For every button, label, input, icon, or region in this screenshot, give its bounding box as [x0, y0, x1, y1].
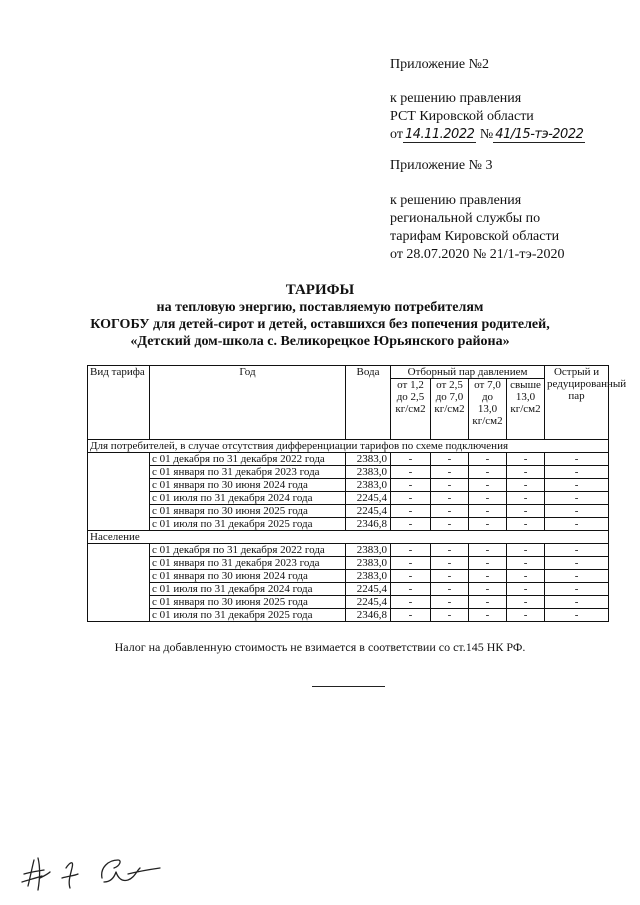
header-period: Год	[150, 366, 346, 440]
header-water: Вода	[346, 366, 391, 440]
p4-cell: -	[507, 479, 545, 492]
period-cell: с 01 июля по 31 декабря 2024 года	[150, 492, 346, 505]
vat-footnote: Налог на добавленную стоимость не взимается в соответствии со ст.145 НК РФ.	[114, 640, 526, 654]
header-p1: от 1,2 до 2,5 кг/см2	[391, 379, 431, 440]
p2-cell: -	[431, 583, 469, 596]
table-row	[88, 609, 609, 622]
p3-cell: -	[469, 609, 507, 622]
p1-cell: -	[391, 544, 431, 557]
heading-line1: на тепловую энергию, поставляемую потребителям	[156, 300, 484, 315]
group-label-row	[88, 531, 609, 544]
p4-cell: -	[507, 557, 545, 570]
sharp-cell: -	[545, 466, 609, 479]
sharp-cell: -	[545, 453, 609, 466]
p3-cell: -	[469, 479, 507, 492]
period-cell: с 01 января по 31 декабря 2023 года	[150, 466, 346, 479]
p1-cell: -	[391, 609, 431, 622]
p2-cell: -	[431, 557, 469, 570]
heading-line3: «Детский дом-школа с. Великорецкое Юрьянского района»	[130, 334, 510, 349]
period-cell: с 01 января по 31 декабря 2023 года	[150, 557, 346, 570]
number-label: №	[479, 127, 494, 142]
p4-cell: -	[507, 505, 545, 518]
table-row	[88, 466, 609, 479]
p4-cell: -	[507, 466, 545, 479]
p3-cell: -	[469, 583, 507, 596]
p2-cell: -	[431, 492, 469, 505]
heading-line2: КОГОБУ для детей-сирот и детей, оставшихся без попечения родителей,	[90, 317, 550, 332]
table-row	[88, 518, 609, 531]
p3-cell: -	[469, 453, 507, 466]
p3-cell: -	[469, 518, 507, 531]
p3-cell: -	[469, 505, 507, 518]
sharp-cell: -	[545, 505, 609, 518]
period-cell: с 01 июля по 31 декабря 2025 года	[150, 609, 346, 622]
period-cell: с 01 декабря по 31 декабря 2022 года	[150, 544, 346, 557]
appendix2-title: Приложение №2	[390, 57, 489, 72]
period-cell: с 01 июля по 31 декабря 2024 года	[150, 583, 346, 596]
p4-cell: -	[507, 453, 545, 466]
tariff-table	[87, 365, 627, 622]
p4-cell: -	[507, 492, 545, 505]
p1-cell: -	[391, 557, 431, 570]
appendix3-title: Приложение № 3	[390, 158, 493, 173]
period-cell: с 01 января по 30 июня 2025 года	[150, 596, 346, 609]
p3-cell: -	[469, 570, 507, 583]
appendix3-line3: тарифам Кировской области	[390, 229, 560, 244]
header-p3: от 7,0 до 13,0 кг/см2	[469, 379, 507, 440]
p1-cell: -	[391, 479, 431, 492]
appendix2-line2: РСТ Кировской области	[390, 109, 534, 124]
period-cell: с 01 января по 30 июня 2024 года	[150, 570, 346, 583]
from-label: от	[390, 127, 403, 142]
water-cell: 2383,0	[346, 544, 391, 557]
water-cell: 2383,0	[346, 479, 391, 492]
water-cell: 2245,4	[346, 596, 391, 609]
table-row	[88, 479, 609, 492]
table-row	[88, 570, 609, 583]
sharp-cell: -	[545, 596, 609, 609]
p3-cell: -	[469, 492, 507, 505]
appendix3-line4: от 28.07.2020 № 21/1-тэ-2020	[390, 247, 565, 262]
period-cell: с 01 января по 30 июня 2024 года	[150, 479, 346, 492]
p2-cell: -	[431, 544, 469, 557]
appendix3-line2: региональной службы по	[390, 211, 541, 226]
header-sharp-steam: Острый и редуцированный пар	[545, 366, 609, 440]
water-cell: 2346,8	[346, 518, 391, 531]
table-row	[88, 544, 609, 557]
appendix2-decision-ref	[390, 127, 585, 143]
header-p2: от 2,5 до 7,0 кг/см2	[431, 379, 469, 440]
p1-cell: -	[391, 570, 431, 583]
p3-cell: -	[469, 557, 507, 570]
p2-cell: -	[431, 596, 469, 609]
table-row	[88, 583, 609, 596]
water-cell: 2383,0	[346, 557, 391, 570]
p2-cell: -	[431, 518, 469, 531]
divider-line	[312, 686, 385, 687]
handwritten-date: 14.11.2022	[404, 127, 475, 142]
p4-cell: -	[507, 518, 545, 531]
group-label-row	[88, 440, 609, 453]
sharp-cell: -	[545, 492, 609, 505]
period-cell: с 01 декабря по 31 декабря 2022 года	[150, 453, 346, 466]
p4-cell: -	[507, 583, 545, 596]
period-cell: с 01 января по 30 июня 2025 года	[150, 505, 346, 518]
sharp-cell: -	[545, 583, 609, 596]
appendix2-line1: к решению правления	[390, 91, 522, 106]
p4-cell: -	[507, 596, 545, 609]
sharp-cell: -	[545, 479, 609, 492]
p1-cell: -	[391, 453, 431, 466]
table-row	[88, 505, 609, 518]
table-row	[88, 453, 609, 466]
p2-cell: -	[431, 505, 469, 518]
p1-cell: -	[391, 505, 431, 518]
handwritten-number: 41/15-тэ-2022	[495, 127, 584, 142]
document-title: ТАРИФЫ	[285, 282, 355, 298]
water-cell: 2245,4	[346, 583, 391, 596]
p1-cell: -	[391, 596, 431, 609]
table-header-row	[88, 366, 609, 379]
p1-cell: -	[391, 583, 431, 596]
p1-cell: -	[391, 518, 431, 531]
p3-cell: -	[469, 466, 507, 479]
empty-cell	[88, 453, 150, 531]
sharp-cell: -	[545, 544, 609, 557]
p3-cell: -	[469, 596, 507, 609]
sharp-cell: -	[545, 570, 609, 583]
water-cell: 2383,0	[346, 466, 391, 479]
table-row	[88, 596, 609, 609]
header-p4: свыше 13,0 кг/см2	[507, 379, 545, 440]
water-cell: 2346,8	[346, 609, 391, 622]
water-cell: 2383,0	[346, 570, 391, 583]
table-row	[88, 492, 609, 505]
p2-cell: -	[431, 466, 469, 479]
p2-cell: -	[431, 609, 469, 622]
group-label: Для потребителей, в случае отсутствия дифференциации тарифов по схеме подключения	[88, 440, 609, 453]
sharp-cell: -	[545, 557, 609, 570]
table-row	[88, 557, 609, 570]
handwritten-signature-icon	[10, 838, 190, 898]
p3-cell: -	[469, 544, 507, 557]
header-tariff-type: Вид тарифа	[88, 366, 150, 440]
header-steam-group: Отборный пар давлением	[391, 366, 545, 379]
empty-cell	[88, 544, 150, 622]
period-cell: с 01 июля по 31 декабря 2025 года	[150, 518, 346, 531]
sharp-cell: -	[545, 518, 609, 531]
water-cell: 2383,0	[346, 453, 391, 466]
p2-cell: -	[431, 570, 469, 583]
sharp-cell: -	[545, 609, 609, 622]
p1-cell: -	[391, 466, 431, 479]
p4-cell: -	[507, 609, 545, 622]
group-label: Население	[88, 531, 609, 544]
p4-cell: -	[507, 544, 545, 557]
p2-cell: -	[431, 479, 469, 492]
p2-cell: -	[431, 453, 469, 466]
water-cell: 2245,4	[346, 492, 391, 505]
p1-cell: -	[391, 492, 431, 505]
appendix3-line1: к решению правления	[390, 193, 522, 208]
water-cell: 2245,4	[346, 505, 391, 518]
p4-cell: -	[507, 570, 545, 583]
